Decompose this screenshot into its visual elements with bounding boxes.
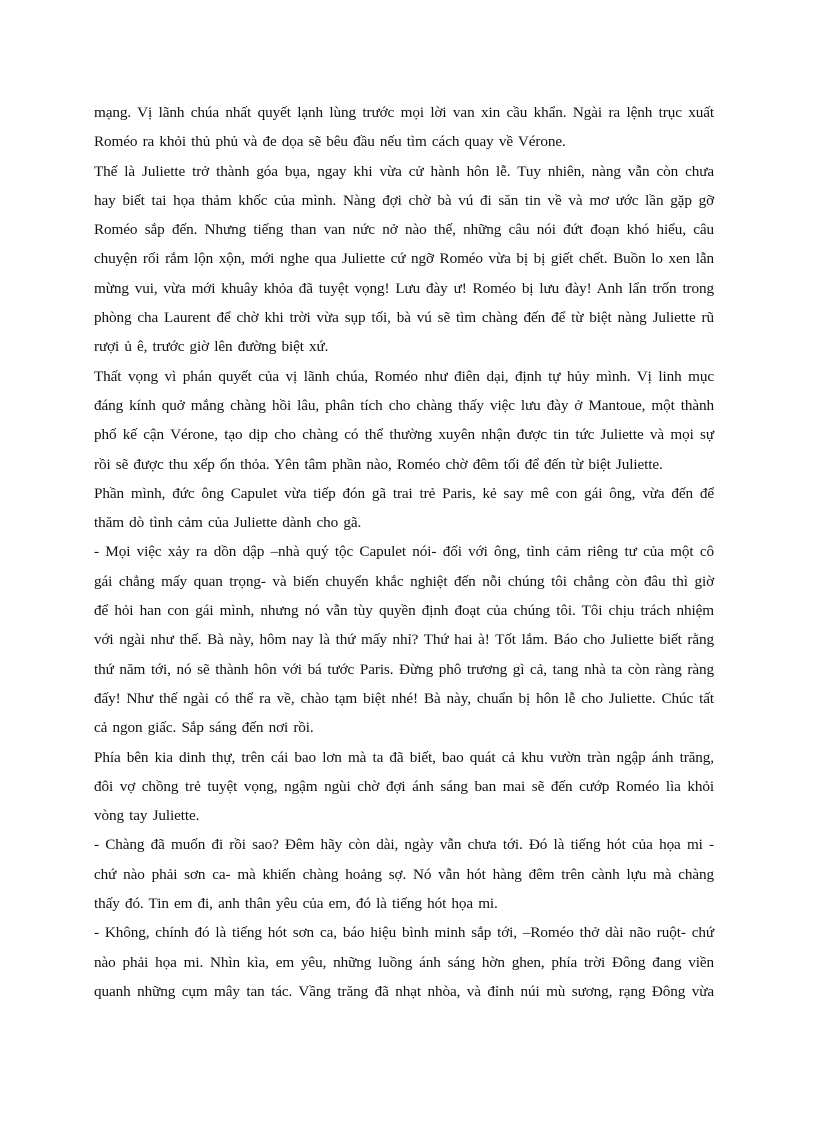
text-line: rượi ủ ê, trước giờ lên đường biệt xứ. (94, 338, 329, 356)
text-line: đôi vợ chồng trẻ tuyệt vọng, ngậm ngùi chờ đợi ánh sáng ban mai sẽ đến cướp Roméo lìa khỏi (94, 777, 714, 795)
text-line: cả ngon giấc. Sắp sáng đến nơi rồi. (94, 719, 314, 737)
text-line: hay biết tai họa thảm khốc của mình. Nàng đợi chờ bà vú đi săn tin về và mơ ước lần gặp gỡ (94, 191, 714, 209)
text-line: mạng. Vị lãnh chúa nhất quyết lạnh lùng trước mọi lời van xin cầu khẩn. Ngài ra lệnh trục xuất (94, 104, 714, 121)
text-line: nào phải họa mi. Nhìn kìa, em yêu, những luồng ánh sáng hờn ghen, phía trời Đông đang viền (94, 953, 714, 971)
text-line: với ngài như thế. Bà này, hôm nay là thứ mấy nhỉ? Thứ hai à! Tốt lắm. Báo cho Juliette biết rằng (94, 631, 714, 649)
text-line: vòng tay Juliette. (94, 807, 200, 825)
text-line: Roméo ra khỏi thủ phủ và đe dọa sẽ bêu đầu nếu tìm cách quay về Vérone. (94, 133, 566, 151)
text-line: - Chàng đã muốn đi rồi sao? Đêm hãy còn dài, ngày vẫn chưa tới. Đó là tiếng hót của họa mi - (94, 836, 714, 854)
text-line: gái chẳng mấy quan trọng- và biến chuyển khắc nghiệt đến nỗi chúng tôi chẳng còn đâu thì giờ (94, 572, 714, 590)
text-line: chứ nào phải sơn ca- mà khiến chàng hoảng sợ. Nó vẫn hót hàng đêm trên cành lựu mà chàng (94, 865, 714, 883)
text-line: phố kế cận Vérone, tạo dịp cho chàng có thể thường xuyên nhận được tin tức Juliette và mọi sự (94, 426, 714, 444)
text-line: Thất vọng vì phán quyết của vị lãnh chúa, Roméo như điên dại, định tự hủy mình. Vị linh mục (94, 367, 714, 385)
document-page (94, 98, 724, 1006)
text-line: đáng kính quở mắng chàng hồi lâu, phân tích cho chàng thấy việc lưu đày ở Mantoue, một thành (94, 396, 714, 414)
text-line: - Không, chính đó là tiếng hót sơn ca, báo hiệu bình minh sắp tới, –Roméo thở dài não ruột- chứ (94, 924, 714, 942)
text-line: Phía bên kia dinh thự, trên cái bao lơn mà ta đã biết, bao quát cả khu vườn tràn ngập ánh trăng, (94, 748, 714, 766)
text-line: quanh những cụm mây tan tác. Vầng trăng đã nhạt nhòa, và đỉnh núi mù sương, rạng Đông vừa (94, 982, 714, 1000)
text-line: phòng cha Laurent để chờ khi trời vừa sụp tối, bà vú sẽ tìm chàng đến để từ biệt nàng Juliette rũ (94, 309, 714, 327)
text-line: rồi sẽ được thu xếp ổn thỏa. Yên tâm phần nào, Roméo chờ đêm tối để đến từ biệt Juliette. (94, 455, 663, 473)
text-line: Roméo sắp đến. Nhưng tiếng than van nức nở nào thế, những câu nói đứt đoạn khó hiểu, câu (94, 221, 714, 239)
text-line: chuyện rối rắm lộn xộn, mới nghe qua Juliette cứ ngỡ Roméo vừa bị bị giết chết. Buồn lo xen lẫn (94, 250, 714, 268)
text-line: thấy đó. Tin em đi, anh thân yêu của em, đó là tiếng hót họa mi. (94, 895, 498, 913)
text-line: Phần mình, đức ông Capulet vừa tiếp đón gã trai trẻ Paris, kẻ say mê con gái ông, vừa đến để (94, 484, 714, 502)
text-line: mừng vui, vừa mới khuây khỏa đã tuyệt vọng! Lưu đày ư! Roméo bị lưu đày! Anh lẩn trốn trong (94, 279, 714, 297)
text-line: thăm dò tình cảm của Juliette dành cho gã. (94, 514, 362, 532)
text-line: để hỏi han con gái mình, nhưng nó vẫn tùy quyền định đoạt của chúng tôi. Tôi chịu trách nhiệm (94, 602, 714, 620)
text-line: thứ năm tới, nó sẽ thành hôn với bá tước Paris. Đừng phô trương gì cả, tang nhà ta còn ràng ràng (94, 660, 714, 678)
text-line: đấy! Như thế ngài có thể ra về, chào tạm biệt nhé! Bà này, chuẩn bị hôn lễ cho Juliette. Chúc tất (94, 689, 714, 707)
text-line: Thế là Juliette trở thành góa bụa, ngay khi vừa cử hành hôn lễ. Tuy nhiên, nàng vẫn còn chưa (94, 162, 714, 180)
text-line: - Mọi việc xảy ra dồn dập –nhà quý tộc Capulet nói- đối với ông, tình cảm riêng tư của một cô (94, 543, 714, 561)
